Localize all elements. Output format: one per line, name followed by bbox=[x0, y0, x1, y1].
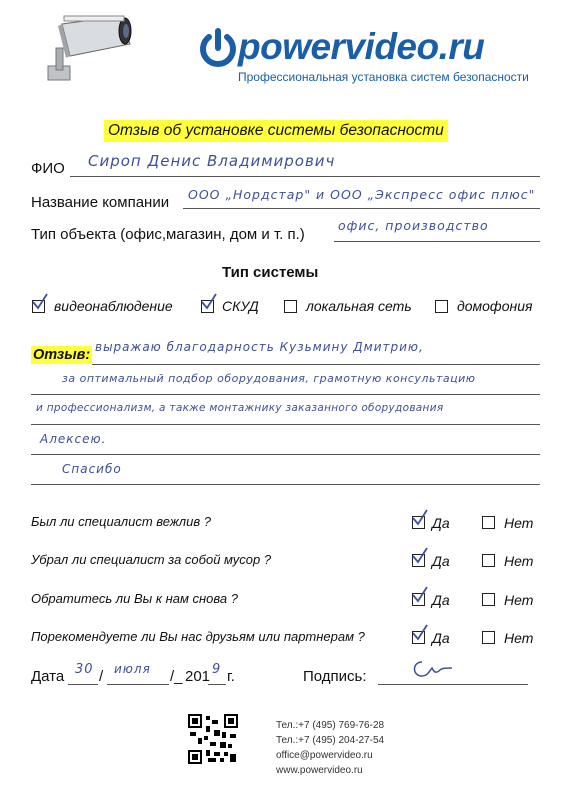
q4-no-label: Нет bbox=[504, 630, 534, 646]
check-mark-icon bbox=[31, 293, 49, 311]
review-label: Отзыв: bbox=[33, 347, 91, 363]
company-value: ООО „Нордстар" и ООО „Экспресс офис плюс" bbox=[188, 187, 536, 202]
q1-no-label: Нет bbox=[504, 515, 534, 531]
review-line-5: Спасибо bbox=[62, 462, 122, 476]
date-year-end: г. bbox=[227, 668, 235, 685]
q4-no-checkbox[interactable] bbox=[482, 631, 495, 644]
q2-yes-label: Да bbox=[432, 553, 450, 569]
review-line-3: и профессионализм, а также монтажнику заказанного оборудования bbox=[36, 402, 444, 414]
q1-yes-label: Да bbox=[432, 515, 450, 531]
checkbox-intercom[interactable] bbox=[435, 300, 448, 313]
email-link[interactable]: office@powervideo.ru bbox=[276, 750, 373, 761]
object-label: Тип объекта (офис,магазин, дом и т. п.) bbox=[31, 226, 305, 243]
qr-code-icon bbox=[188, 714, 238, 764]
option-intercom-label: домофония bbox=[457, 298, 533, 314]
fio-label: ФИО bbox=[31, 160, 65, 177]
site-link[interactable]: www.powervideo.ru bbox=[276, 765, 363, 776]
q3-no-label: Нет bbox=[504, 592, 534, 608]
option-skud-label: СКУД bbox=[222, 298, 259, 314]
date-year-suffix: 9 bbox=[212, 662, 222, 677]
review-line-1: выражаю благодарность Кузьмину Дмитрию, bbox=[95, 340, 424, 354]
question-3: Обратитесь ли Вы к нам снова ? bbox=[31, 591, 238, 606]
question-2: Убрал ли специалист за собой мусор ? bbox=[31, 552, 272, 567]
review-line-2: за оптимальный подбор оборудования, грамотную консультацию bbox=[62, 372, 476, 385]
check-mark-icon bbox=[411, 624, 429, 642]
q2-no-label: Нет bbox=[504, 553, 534, 569]
q1-no-checkbox[interactable] bbox=[482, 516, 495, 529]
q2-no-checkbox[interactable] bbox=[482, 554, 495, 567]
tagline: Профессиональная установка систем безопасности bbox=[238, 70, 529, 84]
date-separator: /_ bbox=[170, 668, 183, 685]
question-1: Был ли специалист вежлив ? bbox=[31, 514, 211, 529]
check-mark-icon bbox=[200, 293, 218, 311]
date-day: 30 bbox=[75, 662, 94, 677]
date-label: Дата bbox=[31, 668, 65, 685]
check-mark-icon bbox=[411, 509, 429, 527]
date-year-prefix: 201 bbox=[185, 668, 211, 685]
date-month: июля bbox=[114, 662, 151, 676]
object-value: офис, производство bbox=[338, 218, 489, 233]
q3-no-checkbox[interactable] bbox=[482, 593, 495, 606]
check-mark-icon bbox=[411, 586, 429, 604]
signature-label: Подпись: bbox=[303, 668, 367, 685]
form-title: Отзыв об установке системы безопасности bbox=[104, 120, 448, 142]
power-logo-icon bbox=[198, 28, 238, 70]
camera-icon bbox=[40, 14, 135, 86]
fio-value: Сироп Денис Владимирович bbox=[88, 152, 336, 170]
signature-icon bbox=[408, 656, 454, 682]
option-video-label: видеонаблюдение bbox=[54, 298, 173, 314]
phone-1: Тел.:+7 (495) 769-76-28 bbox=[276, 720, 385, 731]
question-4: Порекомендуете ли Вы нас друзьям или партнерам ? bbox=[31, 629, 365, 644]
review-line-4: Алексею. bbox=[40, 432, 107, 446]
system-title: Тип системы bbox=[222, 264, 319, 281]
check-mark-icon bbox=[411, 547, 429, 565]
contacts-block bbox=[276, 718, 384, 778]
date-separator: / bbox=[99, 668, 104, 685]
logo-text: powervideo.ru bbox=[238, 26, 485, 67]
checkbox-lan[interactable] bbox=[284, 300, 297, 313]
phone-2: Тел.:+7 (495) 204-27-54 bbox=[276, 735, 385, 746]
option-lan-label: локальная сеть bbox=[306, 298, 412, 314]
company-label: Название компании bbox=[31, 194, 170, 211]
q3-yes-label: Да bbox=[432, 592, 450, 608]
q4-yes-label: Да bbox=[432, 630, 450, 646]
